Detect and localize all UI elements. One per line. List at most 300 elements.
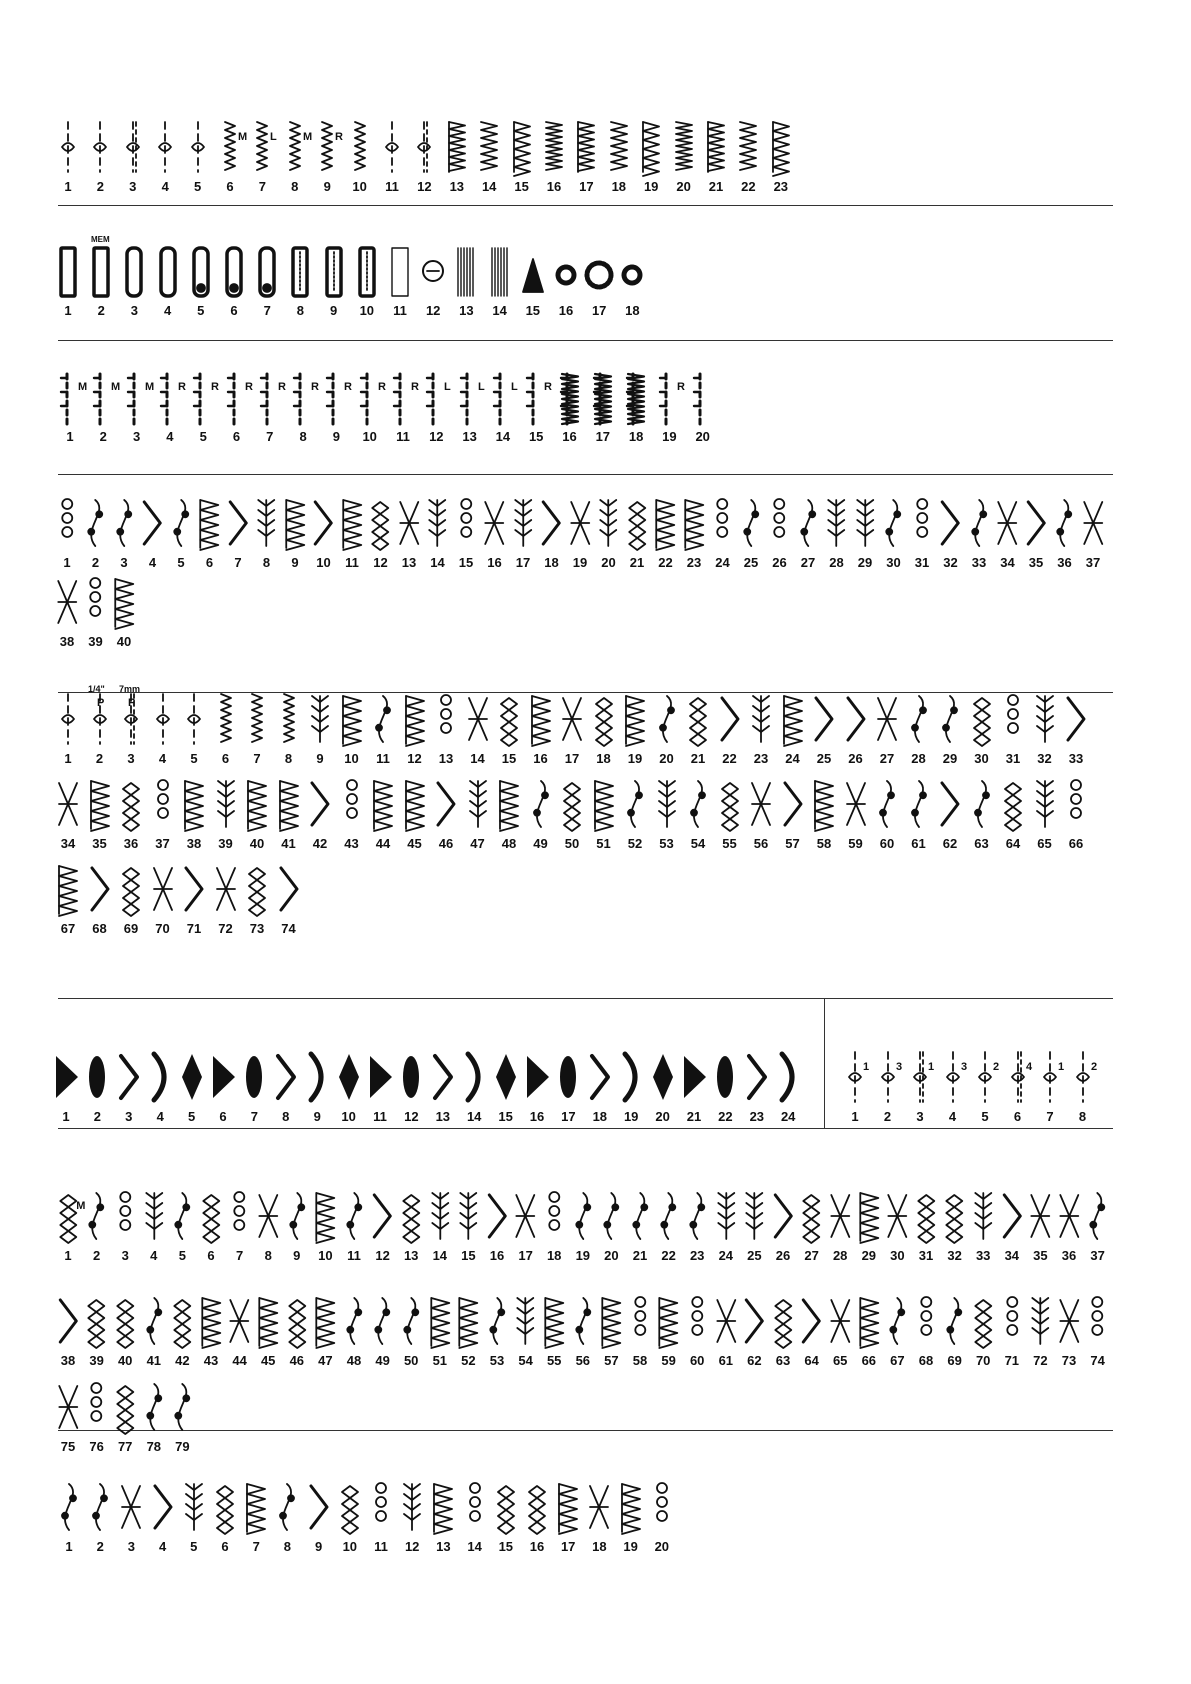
stitch-quilt-stitches-27[interactable]: [872, 690, 902, 766]
stitch-decorative-a-20[interactable]: [594, 494, 623, 570]
stitch-quilt-stitches-29[interactable]: [935, 690, 965, 766]
stitch-quilt-stitches-64[interactable]: [998, 775, 1028, 851]
stitch-quilt-stitches-31[interactable]: [998, 690, 1028, 766]
stitch-decorative-b-35[interactable]: [1026, 1187, 1055, 1263]
stitch-quilt-stitches-63[interactable]: [967, 775, 997, 851]
stitch-quilt-stitches-74[interactable]: [274, 860, 304, 936]
stitch-satin-15[interactable]: [491, 1048, 521, 1124]
stitch-quilt-stitches-23[interactable]: [746, 690, 776, 766]
stitch-quilting-straight-19[interactable]: [654, 368, 684, 444]
stitch-quilt-stitches-57[interactable]: [778, 775, 808, 851]
stitch-decorative-b-53[interactable]: [483, 1292, 512, 1368]
stitch-quilt-stitches-52[interactable]: [620, 775, 650, 851]
stitch-quilt-stitches-50[interactable]: [557, 775, 587, 851]
stitch-quilt-stitches-51[interactable]: [589, 775, 619, 851]
stitch-decorative-b-76[interactable]: [82, 1378, 111, 1454]
stitch-buttonholes-11[interactable]: [385, 242, 415, 318]
stitch-quilting-straight-1[interactable]: [55, 368, 88, 444]
stitch-buttonholes-8[interactable]: [285, 242, 315, 318]
stitch-quilt-stitches-34[interactable]: [53, 775, 83, 851]
stitch-decorative-b-59[interactable]: [654, 1292, 683, 1368]
stitch-decorative-a-11[interactable]: [338, 494, 367, 570]
stitch-decorative-b-74[interactable]: [1083, 1292, 1112, 1368]
stitch-satin-14[interactable]: [459, 1048, 489, 1124]
stitch-decorative-b-42[interactable]: [168, 1292, 197, 1368]
stitch-utility-21[interactable]: [701, 118, 731, 194]
stitch-satin-1[interactable]: [51, 1048, 81, 1124]
stitch-quilt-stitches-60[interactable]: [872, 775, 902, 851]
stitch-decorative-a-36[interactable]: [1050, 494, 1079, 570]
stitch-decorative-b-24[interactable]: [712, 1187, 741, 1263]
stitch-decorative-c-14[interactable]: [460, 1478, 490, 1554]
stitch-satin-20[interactable]: [648, 1048, 678, 1124]
stitch-quilting-straight-14[interactable]: [488, 368, 518, 444]
stitch-decorative-a-25[interactable]: [737, 494, 766, 570]
stitch-decorative-a-37[interactable]: [1079, 494, 1108, 570]
stitch-decorative-b-45[interactable]: [254, 1292, 283, 1368]
stitch-quilting-straight-9[interactable]: [321, 368, 351, 444]
stitch-quilting-straight-16[interactable]: [555, 368, 585, 444]
stitch-quilt-stitches-48[interactable]: [494, 775, 524, 851]
stitch-decorative-c-17[interactable]: [553, 1478, 583, 1554]
stitch-quilt-stitches-68[interactable]: [85, 860, 115, 936]
stitch-satin-24[interactable]: [773, 1048, 803, 1124]
stitch-quilting-straight-8[interactable]: [288, 368, 318, 444]
stitch-satin-11[interactable]: [365, 1048, 395, 1124]
stitch-decorative-c-7[interactable]: [241, 1478, 271, 1554]
stitch-quilt-stitches-39[interactable]: [211, 775, 241, 851]
stitch-decorative-a-31[interactable]: [908, 494, 937, 570]
stitch-decorative-b-54[interactable]: [511, 1292, 540, 1368]
stitch-buttonholes-9[interactable]: [319, 242, 349, 318]
stitch-decorative-b-47[interactable]: [311, 1292, 340, 1368]
stitch-decorative-a-6[interactable]: [195, 494, 224, 570]
stitch-utility-23[interactable]: [766, 118, 796, 194]
stitch-decorative-b-21[interactable]: [626, 1187, 655, 1263]
stitch-decorative-a-23[interactable]: [680, 494, 709, 570]
stitch-decorative-c-3[interactable]: [116, 1478, 146, 1554]
stitch-satin-7[interactable]: [239, 1048, 269, 1124]
stitch-needle-positions-1[interactable]: [840, 1048, 870, 1124]
stitch-quilt-stitches-26[interactable]: [841, 690, 871, 766]
stitch-utility-22[interactable]: [733, 118, 763, 194]
stitch-quilt-stitches-43[interactable]: [337, 775, 367, 851]
stitch-quilt-stitches-4[interactable]: [148, 690, 178, 766]
stitch-decorative-b-71[interactable]: [998, 1292, 1027, 1368]
stitch-decorative-b-10[interactable]: [311, 1187, 340, 1263]
stitch-quilt-stitches-72[interactable]: [211, 860, 241, 936]
stitch-decorative-b-23[interactable]: [683, 1187, 712, 1263]
stitch-decorative-b-7[interactable]: [225, 1187, 254, 1263]
stitch-decorative-b-19[interactable]: [569, 1187, 598, 1263]
stitch-decorative-b-31[interactable]: [912, 1187, 941, 1263]
stitch-utility-6[interactable]: [215, 118, 248, 194]
stitch-decorative-c-19[interactable]: [616, 1478, 646, 1554]
stitch-decorative-b-72[interactable]: [1026, 1292, 1055, 1368]
stitch-utility-17[interactable]: [571, 118, 601, 194]
stitch-decorative-b-55[interactable]: [540, 1292, 569, 1368]
stitch-quilt-stitches-8[interactable]: [274, 690, 304, 766]
stitch-utility-7[interactable]: [247, 118, 277, 194]
stitch-decorative-c-12[interactable]: [397, 1478, 427, 1554]
stitch-quilt-stitches-38[interactable]: [179, 775, 209, 851]
stitch-decorative-b-4[interactable]: [140, 1187, 169, 1263]
stitch-decorative-a-16[interactable]: [480, 494, 509, 570]
stitch-quilt-stitches-65[interactable]: [1030, 775, 1060, 851]
stitch-decorative-b-64[interactable]: [797, 1292, 826, 1368]
stitch-decorative-b-9[interactable]: [283, 1187, 312, 1263]
stitch-satin-12[interactable]: [396, 1048, 426, 1124]
stitch-decorative-a-14[interactable]: [423, 494, 452, 570]
stitch-decorative-b-29[interactable]: [855, 1187, 884, 1263]
stitch-needle-positions-6[interactable]: [1003, 1048, 1033, 1124]
stitch-decorative-a-35[interactable]: [1022, 494, 1051, 570]
stitch-buttonholes-14[interactable]: [485, 242, 515, 318]
stitch-decorative-b-37[interactable]: [1083, 1187, 1112, 1263]
stitch-decorative-b-28[interactable]: [826, 1187, 855, 1263]
stitch-decorative-c-4[interactable]: [148, 1478, 178, 1554]
stitch-quilt-stitches-20[interactable]: [652, 690, 682, 766]
stitch-decorative-a-27[interactable]: [794, 494, 823, 570]
stitch-decorative-b-46[interactable]: [283, 1292, 312, 1368]
stitch-decorative-c-5[interactable]: [179, 1478, 209, 1554]
stitch-quilting-straight-2[interactable]: [88, 368, 121, 444]
stitch-decorative-b-44[interactable]: [225, 1292, 254, 1368]
stitch-quilt-stitches-45[interactable]: [400, 775, 430, 851]
stitch-decorative-c-6[interactable]: [210, 1478, 240, 1554]
stitch-decorative-a-7[interactable]: [224, 494, 253, 570]
stitch-decorative-b-48[interactable]: [340, 1292, 369, 1368]
stitch-decorative-b-69[interactable]: [940, 1292, 969, 1368]
stitch-decorative-a-4[interactable]: [138, 494, 167, 570]
stitch-quilt-stitches-25[interactable]: [809, 690, 839, 766]
stitch-decorative-a-9[interactable]: [281, 494, 310, 570]
stitch-satin-2[interactable]: [82, 1048, 112, 1124]
stitch-satin-8[interactable]: [271, 1048, 301, 1124]
stitch-decorative-b-40[interactable]: [111, 1292, 140, 1368]
stitch-decorative-b-15[interactable]: [454, 1187, 483, 1263]
stitch-quilt-stitches-36[interactable]: [116, 775, 146, 851]
stitch-decorative-a-1[interactable]: [53, 494, 82, 570]
stitch-quilt-stitches-69[interactable]: [116, 860, 146, 936]
stitch-utility-20[interactable]: [669, 118, 699, 194]
stitch-quilt-stitches-6[interactable]: [211, 690, 241, 766]
stitch-quilt-stitches-46[interactable]: [431, 775, 461, 851]
stitch-decorative-b-49[interactable]: [368, 1292, 397, 1368]
stitch-quilting-straight-3[interactable]: [122, 368, 152, 444]
stitch-decorative-a-13[interactable]: [395, 494, 424, 570]
stitch-utility-2[interactable]: [85, 118, 115, 194]
stitch-decorative-b-73[interactable]: [1055, 1292, 1084, 1368]
stitch-buttonholes-18[interactable]: [617, 242, 647, 318]
stitch-quilt-stitches-19[interactable]: [620, 690, 650, 766]
stitch-quilt-stitches-53[interactable]: [652, 775, 682, 851]
stitch-decorative-b-2[interactable]: [82, 1187, 111, 1263]
stitch-decorative-a-24[interactable]: [708, 494, 737, 570]
stitch-decorative-a-28[interactable]: [822, 494, 851, 570]
stitch-decorative-a-22[interactable]: [651, 494, 680, 570]
stitch-satin-4[interactable]: [145, 1048, 175, 1124]
stitch-decorative-a-8[interactable]: [252, 494, 281, 570]
stitch-quilt-stitches-15[interactable]: [494, 690, 524, 766]
stitch-satin-17[interactable]: [553, 1048, 583, 1124]
stitch-decorative-b-20[interactable]: [597, 1187, 626, 1263]
stitch-decorative-b-17[interactable]: [511, 1187, 540, 1263]
stitch-decorative-b-52[interactable]: [454, 1292, 483, 1368]
stitch-utility-15[interactable]: [507, 118, 537, 194]
stitch-quilting-straight-13[interactable]: [455, 368, 485, 444]
stitch-decorative-c-9[interactable]: [304, 1478, 334, 1554]
stitch-quilt-stitches-2[interactable]: [85, 684, 115, 766]
stitch-utility-10[interactable]: [345, 118, 375, 194]
stitch-decorative-b-62[interactable]: [740, 1292, 769, 1368]
stitch-decorative-b-50[interactable]: [397, 1292, 426, 1368]
stitch-quilt-stitches-32[interactable]: [1030, 690, 1060, 766]
stitch-quilting-straight-18[interactable]: [621, 368, 651, 444]
stitch-decorative-a-12[interactable]: [366, 494, 395, 570]
stitch-quilt-stitches-7[interactable]: [242, 690, 272, 766]
stitch-quilt-stitches-3[interactable]: [116, 684, 146, 766]
stitch-decorative-b-39[interactable]: [82, 1292, 111, 1368]
stitch-quilt-stitches-73[interactable]: [242, 860, 272, 936]
stitch-utility-18[interactable]: [604, 118, 634, 194]
stitch-decorative-a-15[interactable]: [452, 494, 481, 570]
stitch-decorative-b-11[interactable]: [340, 1187, 369, 1263]
stitch-quilt-stitches-41[interactable]: [274, 775, 304, 851]
stitch-quilting-straight-15[interactable]: [521, 368, 551, 444]
stitch-decorative-a-5[interactable]: [167, 494, 196, 570]
stitch-buttonholes-3[interactable]: [119, 242, 149, 318]
stitch-utility-16[interactable]: [539, 118, 569, 194]
stitch-buttonholes-5[interactable]: [186, 242, 216, 318]
stitch-decorative-b-33[interactable]: [969, 1187, 998, 1263]
stitch-utility-1[interactable]: [53, 118, 83, 194]
stitch-decorative-c-16[interactable]: [522, 1478, 552, 1554]
stitch-decorative-c-20[interactable]: [647, 1478, 677, 1554]
stitch-buttonholes-7[interactable]: [252, 242, 282, 318]
stitch-decorative-b-36[interactable]: [1055, 1187, 1084, 1263]
stitch-decorative-b-66[interactable]: [855, 1292, 884, 1368]
stitch-decorative-b-27[interactable]: [797, 1187, 826, 1263]
stitch-decorative-b-61[interactable]: [712, 1292, 741, 1368]
stitch-utility-5[interactable]: [183, 118, 213, 194]
stitch-buttonholes-16[interactable]: [551, 242, 581, 318]
stitch-decorative-b-14[interactable]: [426, 1187, 455, 1263]
stitch-decorative-b-58[interactable]: [626, 1292, 655, 1368]
stitch-quilt-stitches-28[interactable]: [904, 690, 934, 766]
stitch-utility-3[interactable]: [118, 118, 148, 194]
stitch-quilt-stitches-21[interactable]: [683, 690, 713, 766]
stitch-satin-6[interactable]: [208, 1048, 238, 1124]
stitch-decorative-c-11[interactable]: [366, 1478, 396, 1554]
stitch-utility-14[interactable]: [474, 118, 504, 194]
stitch-satin-3[interactable]: [114, 1048, 144, 1124]
stitch-quilt-stitches-9[interactable]: [305, 690, 335, 766]
stitch-satin-22[interactable]: [710, 1048, 740, 1124]
stitch-decorative-b-70[interactable]: [969, 1292, 998, 1368]
stitch-decorative-b-51[interactable]: [426, 1292, 455, 1368]
stitch-decorative-a-32[interactable]: [936, 494, 965, 570]
stitch-decorative-a-29[interactable]: [851, 494, 880, 570]
stitch-quilt-stitches-5[interactable]: [179, 690, 209, 766]
stitch-decorative-a-10[interactable]: [309, 494, 338, 570]
stitch-decorative-b-65[interactable]: [826, 1292, 855, 1368]
stitch-decorative-b-5[interactable]: [168, 1187, 197, 1263]
stitch-quilt-stitches-54[interactable]: [683, 775, 713, 851]
stitch-buttonholes-1[interactable]: [53, 242, 83, 318]
stitch-needle-positions-5[interactable]: [970, 1048, 1000, 1124]
stitch-quilt-stitches-66[interactable]: [1061, 775, 1091, 851]
stitch-quilt-stitches-67[interactable]: [53, 860, 83, 936]
stitch-quilt-stitches-49[interactable]: [526, 775, 556, 851]
stitch-quilt-stitches-16[interactable]: [526, 690, 556, 766]
stitch-quilt-stitches-33[interactable]: [1061, 690, 1091, 766]
stitch-decorative-a-21[interactable]: [623, 494, 652, 570]
stitch-quilt-stitches-22[interactable]: [715, 690, 745, 766]
stitch-quilting-straight-10[interactable]: [355, 368, 385, 444]
stitch-quilt-stitches-40[interactable]: [242, 775, 272, 851]
stitch-decorative-b-68[interactable]: [912, 1292, 941, 1368]
stitch-quilt-stitches-17[interactable]: [557, 690, 587, 766]
stitch-quilt-stitches-30[interactable]: [967, 690, 997, 766]
stitch-decorative-b-16[interactable]: [483, 1187, 512, 1263]
stitch-utility-13[interactable]: [442, 118, 472, 194]
stitch-decorative-c-8[interactable]: [272, 1478, 302, 1554]
stitch-quilt-stitches-47[interactable]: [463, 775, 493, 851]
stitch-buttonholes-10[interactable]: [352, 242, 382, 318]
stitch-quilt-stitches-13[interactable]: [431, 690, 461, 766]
stitch-decorative-a-33[interactable]: [965, 494, 994, 570]
stitch-satin-16[interactable]: [522, 1048, 552, 1124]
stitch-decorative-c-10[interactable]: [335, 1478, 365, 1554]
stitch-decorative-b-57[interactable]: [597, 1292, 626, 1368]
stitch-decorative-b-75[interactable]: [54, 1378, 83, 1454]
stitch-decorative-c-13[interactable]: [428, 1478, 458, 1554]
stitch-buttonholes-12[interactable]: [418, 242, 448, 318]
stitch-needle-positions-7[interactable]: [1035, 1048, 1065, 1124]
stitch-utility-8[interactable]: [280, 118, 310, 194]
stitch-decorative-b-22[interactable]: [654, 1187, 683, 1263]
stitch-satin-9[interactable]: [302, 1048, 332, 1124]
stitch-quilting-straight-17[interactable]: [588, 368, 618, 444]
stitch-satin-5[interactable]: [177, 1048, 207, 1124]
stitch-quilt-stitches-37[interactable]: [148, 775, 178, 851]
stitch-decorative-a-2[interactable]: [81, 494, 110, 570]
stitch-quilt-stitches-24[interactable]: [778, 690, 808, 766]
stitch-satin-23[interactable]: [742, 1048, 772, 1124]
stitch-quilt-stitches-44[interactable]: [368, 775, 398, 851]
stitch-decorative-b-43[interactable]: [197, 1292, 226, 1368]
stitch-decorative-b-38[interactable]: [54, 1292, 83, 1368]
stitch-utility-19[interactable]: [636, 118, 666, 194]
stitch-utility-9[interactable]: [312, 118, 342, 194]
stitch-needle-positions-8[interactable]: [1068, 1048, 1098, 1124]
stitch-buttonholes-15[interactable]: [518, 242, 548, 318]
stitch-buttonholes-17[interactable]: [584, 242, 614, 318]
stitch-decorative-b-60[interactable]: [683, 1292, 712, 1368]
stitch-satin-19[interactable]: [616, 1048, 646, 1124]
stitch-decorative-b-13[interactable]: [397, 1187, 426, 1263]
stitch-decorative-c-1[interactable]: [54, 1478, 84, 1554]
stitch-decorative-b-25[interactable]: [740, 1187, 769, 1263]
stitch-needle-positions-4[interactable]: [938, 1048, 968, 1124]
stitch-decorative-c-18[interactable]: [584, 1478, 614, 1554]
stitch-decorative-b-26[interactable]: [769, 1187, 798, 1263]
stitch-decorative-b-6[interactable]: [197, 1187, 226, 1263]
stitch-quilt-stitches-62[interactable]: [935, 775, 965, 851]
stitch-decorative-b-1[interactable]: [54, 1187, 86, 1263]
stitch-quilt-stitches-71[interactable]: [179, 860, 209, 936]
stitch-decorative-b-56[interactable]: [569, 1292, 598, 1368]
stitch-buttonholes-2[interactable]: [86, 235, 116, 318]
stitch-satin-13[interactable]: [428, 1048, 458, 1124]
stitch-decorative-a-39[interactable]: [81, 573, 110, 649]
stitch-needle-positions-2[interactable]: [873, 1048, 903, 1124]
stitch-quilt-stitches-10[interactable]: [337, 690, 367, 766]
stitch-buttonholes-4[interactable]: [153, 242, 183, 318]
stitch-decorative-a-38[interactable]: [53, 573, 82, 649]
stitch-decorative-b-34[interactable]: [998, 1187, 1027, 1263]
stitch-satin-10[interactable]: [334, 1048, 364, 1124]
stitch-quilting-straight-4[interactable]: [155, 368, 185, 444]
stitch-utility-11[interactable]: [377, 118, 407, 194]
stitch-decorative-a-30[interactable]: [879, 494, 908, 570]
stitch-quilting-straight-6[interactable]: [222, 368, 252, 444]
stitch-decorative-a-19[interactable]: [566, 494, 595, 570]
stitch-decorative-a-26[interactable]: [765, 494, 794, 570]
stitch-decorative-c-15[interactable]: [491, 1478, 521, 1554]
stitch-satin-18[interactable]: [585, 1048, 615, 1124]
stitch-quilting-straight-11[interactable]: [388, 368, 418, 444]
stitch-decorative-b-79[interactable]: [168, 1378, 197, 1454]
stitch-decorative-c-2[interactable]: [85, 1478, 115, 1554]
stitch-decorative-a-40[interactable]: [110, 573, 139, 649]
stitch-utility-12[interactable]: [409, 118, 439, 194]
stitch-decorative-a-34[interactable]: [993, 494, 1022, 570]
stitch-decorative-b-63[interactable]: [769, 1292, 798, 1368]
stitch-quilt-stitches-14[interactable]: [463, 690, 493, 766]
stitch-buttonholes-13[interactable]: [451, 242, 481, 318]
stitch-quilt-stitches-1[interactable]: [53, 690, 83, 766]
stitch-quilt-stitches-11[interactable]: [368, 690, 398, 766]
stitch-decorative-b-8[interactable]: [254, 1187, 283, 1263]
stitch-decorative-b-41[interactable]: [140, 1292, 169, 1368]
stitch-quilt-stitches-35[interactable]: [85, 775, 115, 851]
stitch-quilt-stitches-42[interactable]: [305, 775, 335, 851]
stitch-quilt-stitches-56[interactable]: [746, 775, 776, 851]
stitch-quilt-stitches-61[interactable]: [904, 775, 934, 851]
stitch-decorative-b-30[interactable]: [883, 1187, 912, 1263]
stitch-decorative-a-3[interactable]: [110, 494, 139, 570]
stitch-quilting-straight-12[interactable]: [421, 368, 451, 444]
stitch-utility-4[interactable]: [150, 118, 180, 194]
stitch-decorative-b-67[interactable]: [883, 1292, 912, 1368]
stitch-quilt-stitches-70[interactable]: [148, 860, 178, 936]
stitch-satin-21[interactable]: [679, 1048, 709, 1124]
stitch-decorative-b-12[interactable]: [368, 1187, 397, 1263]
stitch-decorative-b-32[interactable]: [940, 1187, 969, 1263]
stitch-quilting-straight-7[interactable]: [255, 368, 285, 444]
stitch-quilt-stitches-18[interactable]: [589, 690, 619, 766]
stitch-decorative-b-18[interactable]: [540, 1187, 569, 1263]
stitch-decorative-a-17[interactable]: [509, 494, 538, 570]
stitch-decorative-a-18[interactable]: [537, 494, 566, 570]
stitch-buttonholes-6[interactable]: [219, 242, 249, 318]
stitch-quilt-stitches-55[interactable]: [715, 775, 745, 851]
stitch-quilt-stitches-58[interactable]: [809, 775, 839, 851]
stitch-quilt-stitches-59[interactable]: [841, 775, 871, 851]
stitch-quilting-straight-5[interactable]: [188, 368, 218, 444]
